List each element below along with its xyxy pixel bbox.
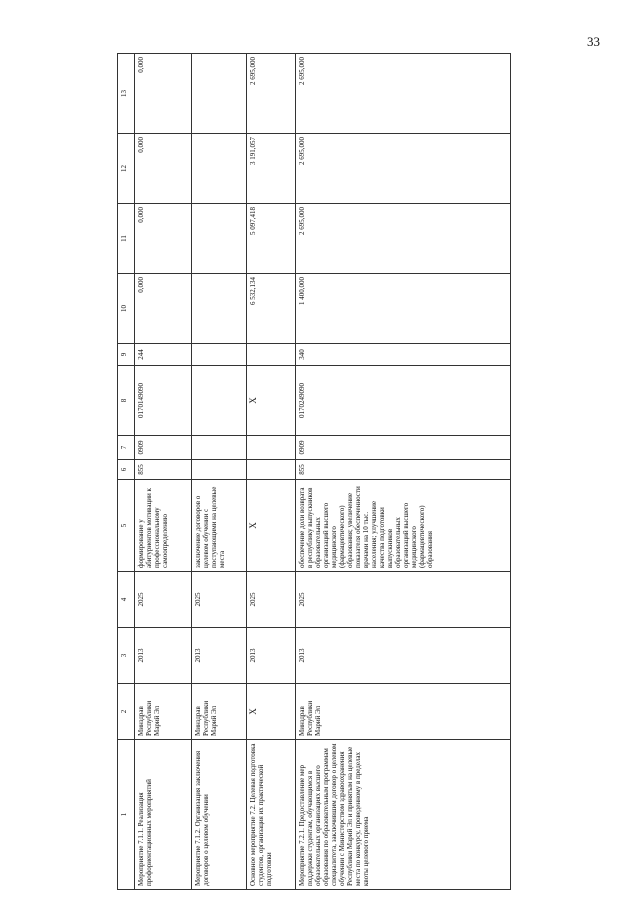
table-row: [247, 54, 296, 890]
result-cell: обеспечение доли возврата в республику выпускников образовательных организаций высшего медицинского (фармацевтического) образования; увеличение показателя обеспеченности врачами на 10 тыс. населения; улучшение качества подготовки выпускников образовательных организаций высшего медицинского (фармацевтического) образования: [296, 480, 511, 572]
end-year-cell: 2025: [192, 572, 247, 628]
expense-type-cell: [192, 344, 247, 366]
column-header: 1: [118, 740, 135, 890]
grbs-cell: [247, 460, 296, 480]
grbs-cell: 855: [135, 460, 192, 480]
executor-cell: Минздрав Республики Марий Эл: [296, 684, 511, 740]
expense-type-cell: [247, 344, 296, 366]
target-article-cell: [192, 366, 247, 436]
expense-type-cell: 244: [135, 344, 192, 366]
measure-name-cell: Основное мероприятие 7.2. Целевая подготовка студентов, организация их практической подготовки: [247, 740, 296, 890]
column-header: 7: [118, 436, 135, 460]
start-year-cell: 2013: [135, 628, 192, 684]
column-header: 5: [118, 480, 135, 572]
amount-cell: 0,000: [135, 54, 192, 134]
amount-cell: 6 532,134: [247, 274, 296, 344]
amount-cell: 2 695,000: [296, 134, 511, 204]
amount-cell: [192, 134, 247, 204]
start-year-cell: 2013: [192, 628, 247, 684]
amount-cell: [192, 204, 247, 274]
page-number: 33: [587, 34, 600, 49]
measure-name-cell: Мероприятие 7.2.1. Предоставление мер поддержки студентам, обучающимся в образовательных организациях высшего образования по образовательным программам специалитета, заключившим договор о целевом обучении с Министерством здравоохранения Республики Марий Эл и принятым на целевые места по конкурсу, проведенному в пределах квоты целевого приема: [296, 740, 511, 890]
column-header: 3: [118, 628, 135, 684]
result-cell: X: [247, 480, 296, 572]
rotated-table-wrapper: [117, 54, 639, 890]
amount-cell: 0,000: [135, 134, 192, 204]
table-row: [296, 54, 511, 890]
target-article-cell: 0170149090: [135, 366, 192, 436]
column-header: 12: [118, 134, 135, 204]
column-header: 9: [118, 344, 135, 366]
executor-cell: X: [247, 684, 296, 740]
table-row: [192, 54, 247, 890]
table-row: [135, 54, 192, 890]
section-cell: 0909: [296, 436, 511, 460]
column-header: 4: [118, 572, 135, 628]
amount-cell: [192, 54, 247, 134]
measure-name-cell: Мероприятие 7.1.2. Организация заключения договоров о целевом обучении: [192, 740, 247, 890]
amount-cell: 5 097,418: [247, 204, 296, 274]
column-header: 2: [118, 684, 135, 740]
section-cell: [247, 436, 296, 460]
start-year-cell: 2013: [247, 628, 296, 684]
amount-cell: 2 695,000: [296, 204, 511, 274]
section-cell: 0909: [135, 436, 192, 460]
column-header: 6: [118, 460, 135, 480]
amount-cell: 0,000: [135, 204, 192, 274]
target-article-cell: X: [247, 366, 296, 436]
grbs-cell: [192, 460, 247, 480]
result-cell: заключение договоров о целевом обучении с поступающими на целевые места: [192, 480, 247, 572]
target-article-cell: 0170249090: [296, 366, 511, 436]
executor-cell: Минздрав Республики Марий Эл: [192, 684, 247, 740]
end-year-cell: 2025: [296, 572, 511, 628]
result-cell: формирование у абитуриентов мотивации к профессиональному самоопределению: [135, 480, 192, 572]
column-header: 8: [118, 366, 135, 436]
amount-cell: 3 191,057: [247, 134, 296, 204]
grbs-cell: 855: [296, 460, 511, 480]
measure-name-cell: Мероприятие 7.1.1. Реализация профориентационных мероприятий: [135, 740, 192, 890]
section-cell: [192, 436, 247, 460]
expense-type-cell: 340: [296, 344, 511, 366]
column-header: 13: [118, 54, 135, 134]
end-year-cell: 2025: [135, 572, 192, 628]
amount-cell: [192, 274, 247, 344]
start-year-cell: 2013: [296, 628, 511, 684]
end-year-cell: 2025: [247, 572, 296, 628]
amount-cell: 2 695,000: [247, 54, 296, 134]
executor-cell: Минздрав Республики Марий Эл: [135, 684, 192, 740]
amount-cell: 2 695,000: [296, 54, 511, 134]
column-header: 11: [118, 204, 135, 274]
program-measures-table: [117, 53, 511, 890]
amount-cell: 1 400,000: [296, 274, 511, 344]
amount-cell: 0,000: [135, 274, 192, 344]
header-row: [118, 54, 135, 890]
column-header: 10: [118, 274, 135, 344]
